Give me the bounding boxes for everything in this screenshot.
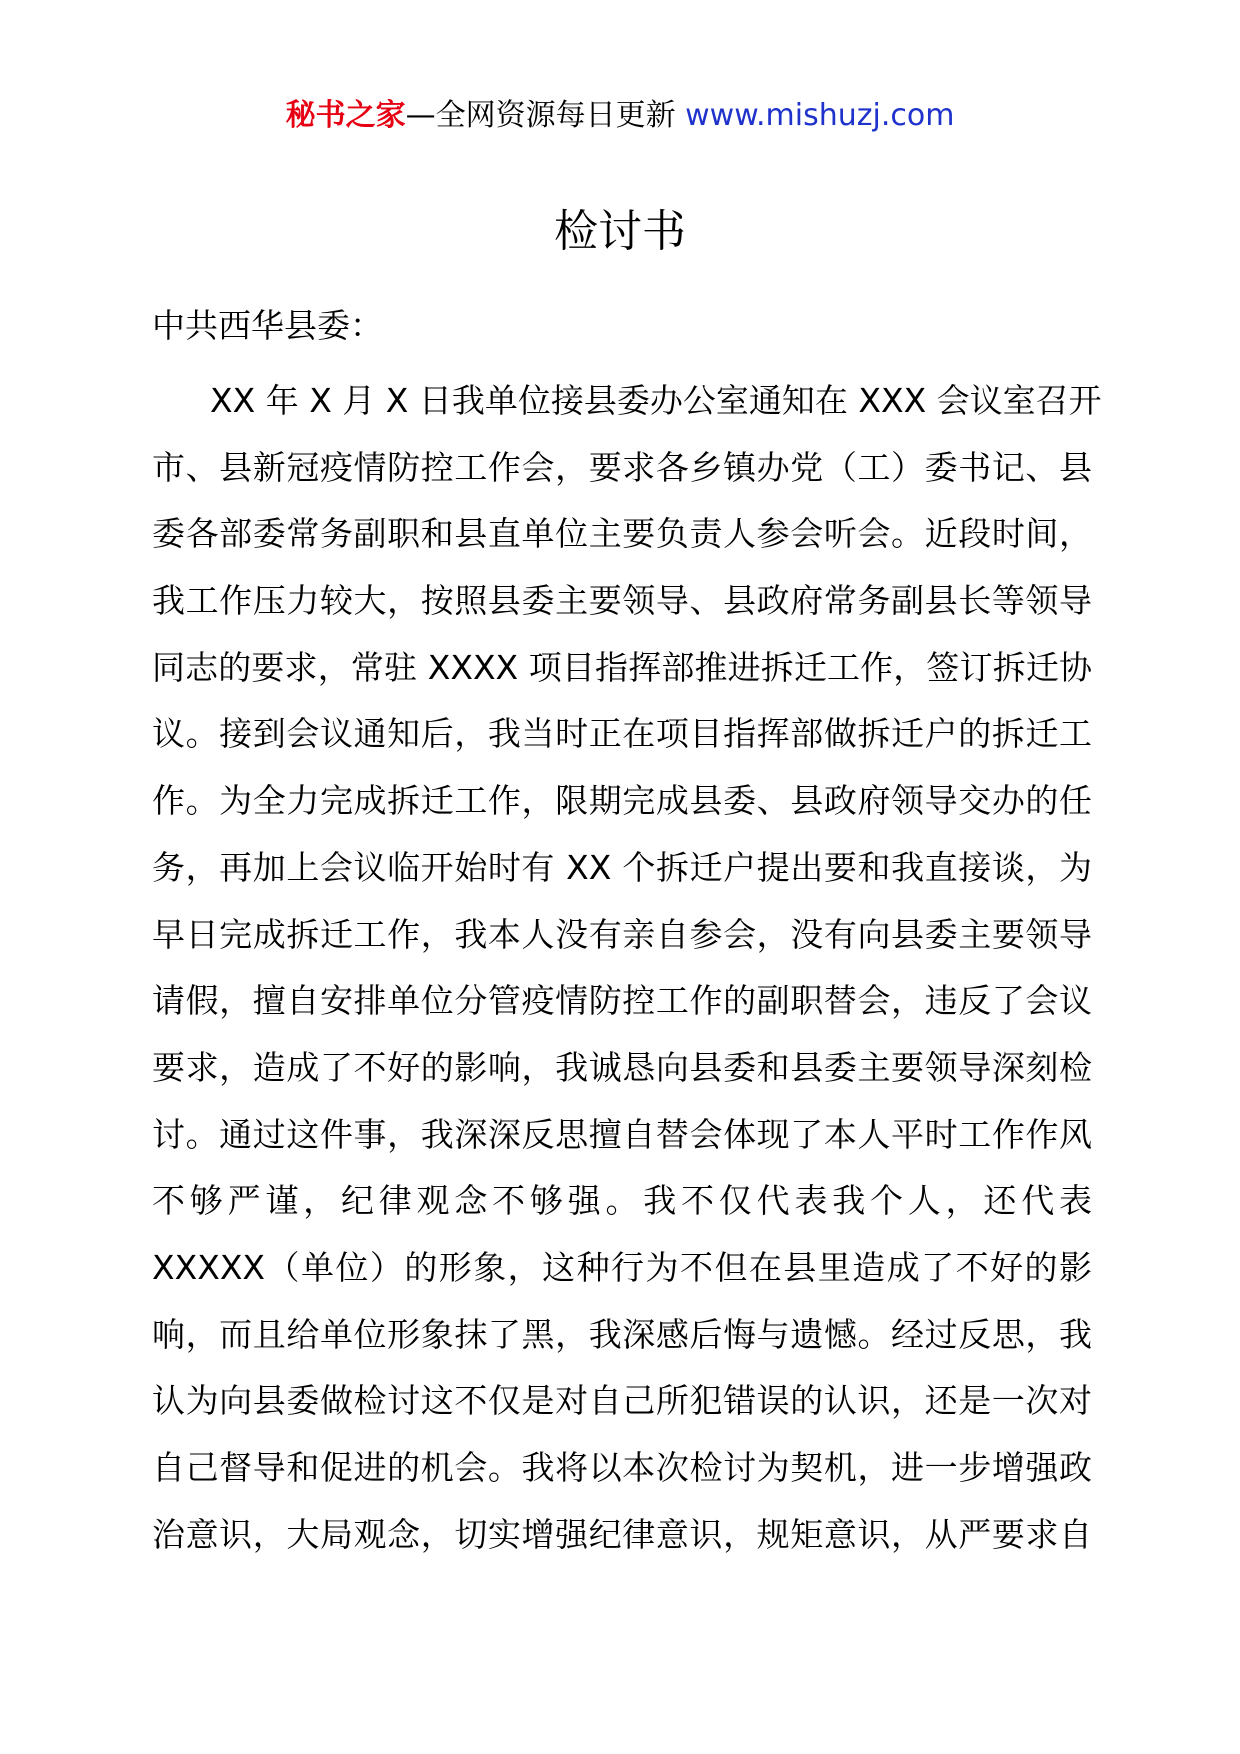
body-line: 同志的要求，常驻 XXXX 项目指挥部推进拆迁工作，签订拆迁协 (152, 647, 1092, 687)
body-line: 务，再加上会议临开始时有 XX 个拆迁户提出要和我直接谈，为 (152, 847, 1092, 887)
body-line: 请假，擅自安排单位分管疫情防控工作的副职替会，违反了会议 (152, 981, 1092, 1021)
site-url-link[interactable]: www.mishuzj.com (685, 98, 955, 133)
document-title: 检讨书 (554, 206, 686, 257)
body-line: 响，而且给单位形象抹了黑，我深感后悔与遗憾。经过反思，我 (152, 1314, 1092, 1354)
body-line: 早日完成拆迁工作，我本人没有亲自参会，没有向县委主要领导 (152, 914, 1092, 954)
body-line: 讨。通过这件事，我深深反思擅自替会体现了本人平时工作作风 (152, 1114, 1092, 1154)
brand-name: 秘书之家 (285, 98, 406, 133)
body-line: 议。接到会议通知后，我当时正在项目指挥部做拆迁户的拆迁工 (152, 714, 1092, 754)
body-line: 市、县新冠疫情防控工作会，要求各乡镇办党（工）委书记、县 (152, 447, 1092, 487)
body-line: 我工作压力较大，按照县委主要领导、县政府常务副县长等领导 (152, 581, 1092, 621)
body-line: 自己督导和促进的机会。我将以本次检讨为契机，进一步增强政 (152, 1448, 1092, 1487)
salutation: 中共西华县委： (152, 306, 383, 345)
body-line: 认为向县委做检讨这不仅是对自己所犯错误的认识，还是一次对 (152, 1381, 1092, 1421)
body-line: XXXXX（单位）的形象，这种行为不但在县里造成了不好的影 (152, 1247, 1092, 1287)
body-line: 要求，造成了不好的影响，我诚恳向县委和县委主要领导深刻检 (152, 1047, 1092, 1087)
body-line: 委各部委常务副职和县直单位主要负责人参会听会。近段时间， (152, 514, 1092, 554)
body-line: 不够严谨，纪律观念不够强。我不仅代表我个人，还代表 (152, 1181, 1092, 1221)
site-header (0, 96, 1240, 136)
body-line: 作。为全力完成拆迁工作，限期完成县委、县政府领导交办的任 (152, 781, 1092, 821)
header-slogan: —全网资源每日更新 (405, 98, 676, 133)
body-line: XX 年 X 月 X 日我单位接县委办公室通知在 XXX 会议室召开 (210, 381, 1102, 420)
body-line: 治意识，大局观念，切实增强纪律意识，规矩意识，从严要求自 (152, 1514, 1092, 1554)
body-text (152, 368, 1102, 1568)
